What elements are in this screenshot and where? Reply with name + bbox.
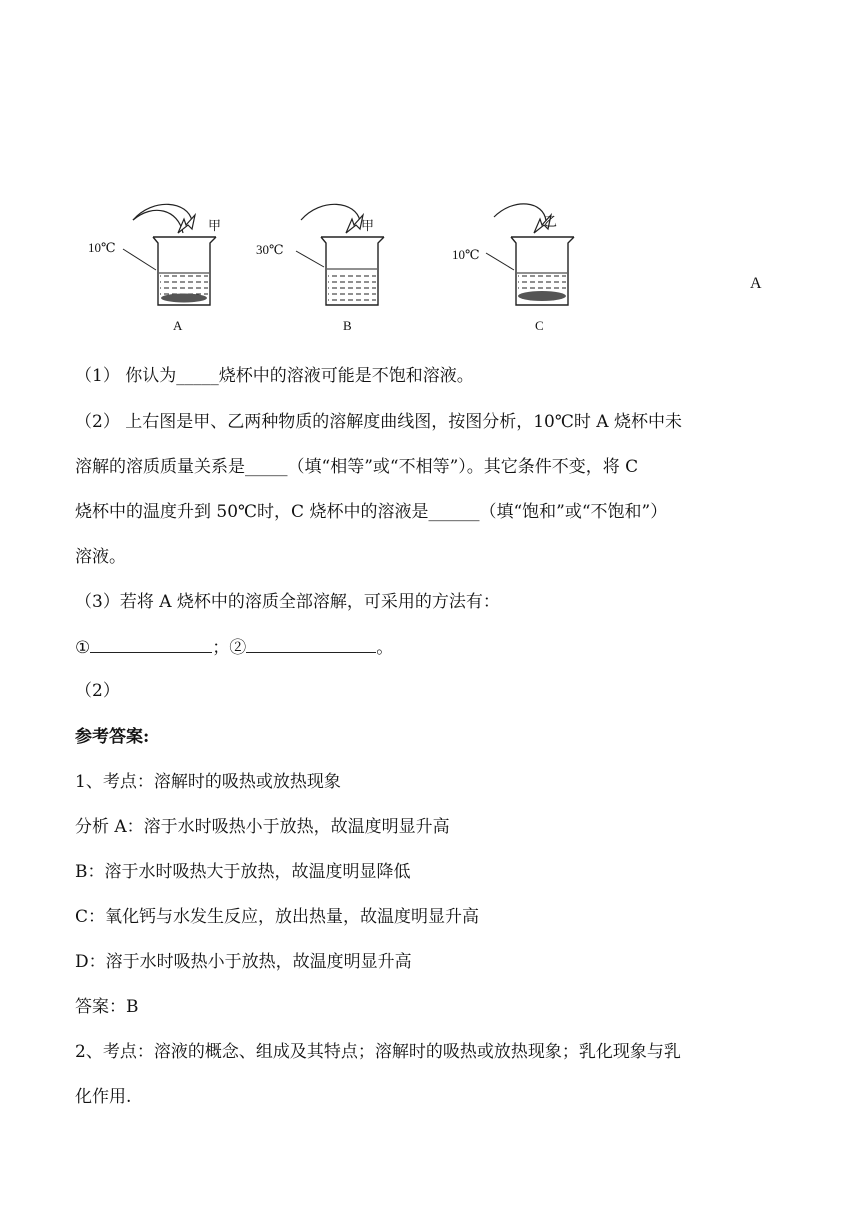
beaker-c — [486, 204, 574, 305]
answer-1-topic: 1、考点：溶解时的吸热或放热现象 — [75, 772, 341, 792]
blank-end: 。 — [376, 638, 394, 658]
answer-2-topic-line-2: 化作用. — [75, 1087, 132, 1107]
answers-title: 参考答案: — [75, 727, 150, 747]
answer-blank-2[interactable] — [246, 634, 376, 653]
question-2-line-3: 烧杯中的温度升到 50℃时，C 烧杯中的溶液是______（填“饱和”或“不饱和”） — [75, 502, 668, 522]
beaker-drawings — [80, 195, 780, 345]
beaker-a — [123, 204, 216, 305]
side-label: A — [750, 275, 762, 292]
answer-1-result: 答案：B — [75, 997, 139, 1017]
answer-1-analysis-b: B：溶于水时吸热大于放热，故温度明显降低 — [75, 862, 411, 882]
beaker-a-temperature: 10℃ — [88, 240, 116, 255]
beaker-c-label: C — [535, 318, 544, 333]
blank-1-marker: ① — [75, 638, 91, 658]
question-3-answer-blanks — [75, 634, 795, 660]
beaker-b-label: B — [343, 318, 352, 333]
question-2-line-4: 溶液。 — [75, 547, 126, 567]
answer-1-analysis-d: D：溶于水时吸热小于放热，故温度明显升高 — [75, 952, 412, 972]
beaker-b-substance: 甲 — [361, 218, 375, 233]
question-1: （1） 你认为_____烧杯中的溶液可能是不饱和溶液。 — [75, 366, 474, 386]
question-2-line-2: 溶解的溶质质量关系是_____（填“相等”或“不相等”）。其它条件不变，将 C — [75, 457, 639, 477]
question-2-ref: （2） — [75, 681, 120, 701]
beaker-c-substance: 乙 — [544, 214, 558, 229]
beaker-a-label: A — [173, 318, 183, 333]
question-3: （3）若将 A 烧杯中的溶质全部溶解，可采用的方法有： — [75, 592, 500, 612]
beaker-c-temperature: 10℃ — [452, 247, 480, 262]
beaker-a-substance: 甲 — [208, 218, 222, 233]
beaker-b-temperature: 30℃ — [256, 242, 284, 257]
answer-1-analysis-c: C：氧化钙与水发生反应，放出热量，故温度明显升高 — [75, 907, 480, 927]
answer-1-analysis-a: 分析 A：溶于水时吸热小于放热，故温度明显升高 — [75, 817, 450, 837]
question-2-line-1: （2） 上右图是甲、乙两种物质的溶解度曲线图，按图分析，10℃时 A 烧杯中未 — [75, 412, 682, 432]
beaker-figure — [80, 195, 780, 345]
answer-blank-1[interactable] — [90, 634, 212, 653]
answer-2-topic-line-1: 2、考点：溶液的概念、组成及其特点；溶解时的吸热或放热现象；乳化现象与乳 — [75, 1042, 681, 1062]
blank-separator: ；② — [212, 638, 247, 658]
